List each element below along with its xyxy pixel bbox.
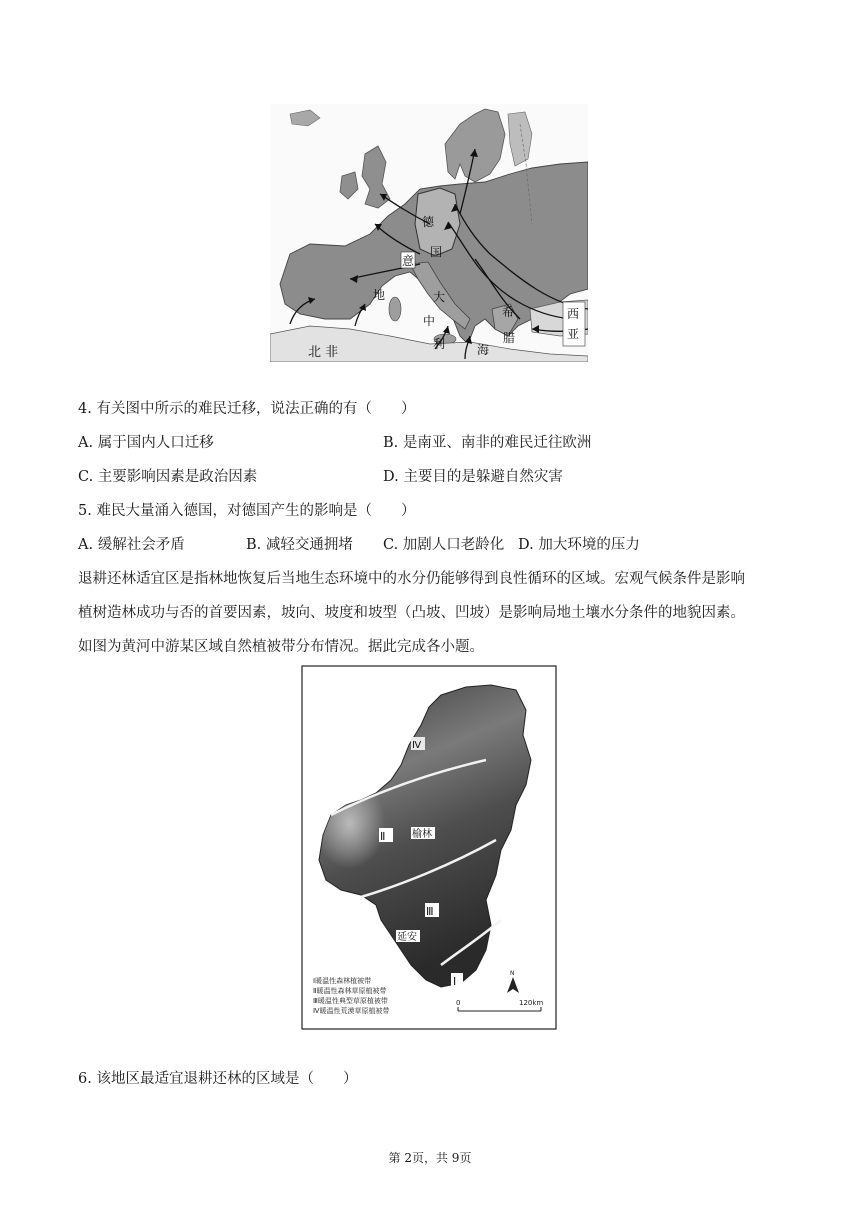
scale-start: 0 (456, 999, 461, 1007)
label-zhong: 中 (423, 314, 436, 328)
yulin-label: 榆林 (412, 829, 432, 840)
vegetation-zone-map (301, 665, 557, 1030)
passage-line-2: 植树造林成功与否的首要因素，坡向、坡度和坡型（凸坡、凹坡）是影响局地土壤水分条件的地貌因素。 (78, 605, 745, 621)
svg-text:N: N (510, 970, 515, 977)
legend-item-1: Ⅰ暖温性森林植被带 (313, 977, 372, 985)
passage-line-3: 如图为黄河中游某区域自然植被带分布情况。据此完成各小题。 (78, 639, 484, 655)
q6-stem: 6. 该地区最适宜退耕还林的区域是（ ） (78, 1071, 358, 1087)
q5-option-a: A. 缓解社会矛盾 (78, 537, 185, 553)
page-footer: 第 2页，共 9页 (388, 1151, 472, 1165)
zone-ii-label: Ⅱ (380, 830, 386, 843)
zone-iv-label: Ⅳ (412, 740, 422, 751)
passage-line-1: 退耕还林适宜区是指林地恢复后当地生态环境中的水分仍能够得到良性循环的区域。宏观气候条件是影响 (78, 571, 745, 587)
label-xiya-2: 亚 (567, 327, 580, 341)
label-hai: 海 (477, 343, 490, 357)
yanan-label: 延安 (397, 932, 417, 943)
legend-item-2: Ⅱ暖温性森林草原植被带 (313, 987, 387, 995)
q5-option-c: C. 加剧人口老龄化 (383, 537, 505, 553)
q5-option-d: D. 加大环境的压力 (518, 537, 640, 553)
scale-end: 120km (519, 999, 544, 1007)
label-di: 地 (373, 288, 386, 302)
label-xiya-1: 西 (567, 307, 580, 321)
label-beifei: 北 非 (308, 345, 339, 360)
legend-item-4: Ⅳ暖温性荒漠草原植被带 (313, 1007, 390, 1015)
legend-item-3: Ⅲ暖温性典型草原植被带 (313, 997, 388, 1005)
label-de: 德 (422, 215, 435, 229)
refugee-migration-map (270, 104, 588, 362)
q5-option-b: B. 减轻交通拥堵 (246, 537, 353, 553)
q4-option-a: A. 属于国内人口迁移 (78, 435, 214, 451)
q5-stem: 5. 难民大量涌入德国，对德国产生的影响是（ ） (78, 503, 416, 519)
label-da: 大 (433, 290, 446, 304)
label-yi: 意 (402, 254, 415, 268)
q4-option-b: B. 是南亚、南非的难民迁往欧洲 (383, 435, 592, 451)
q4-stem: 4. 有关图中所示的难民迁移，说法正确的有（ ） (78, 401, 416, 417)
label-guo: 国 (430, 245, 443, 259)
q4-option-c: C. 主要影响因素是政治因素 (78, 469, 258, 485)
zone-iii-label: Ⅲ (426, 905, 434, 918)
label-li: 利 (433, 337, 446, 351)
sardinia-island (389, 297, 401, 321)
label-la: 腊 (503, 331, 516, 345)
zone-i-label: Ⅰ (453, 975, 457, 988)
q4-option-d: D. 主要目的是躲避自然灾害 (383, 469, 563, 485)
label-xi: 希 (502, 305, 515, 319)
